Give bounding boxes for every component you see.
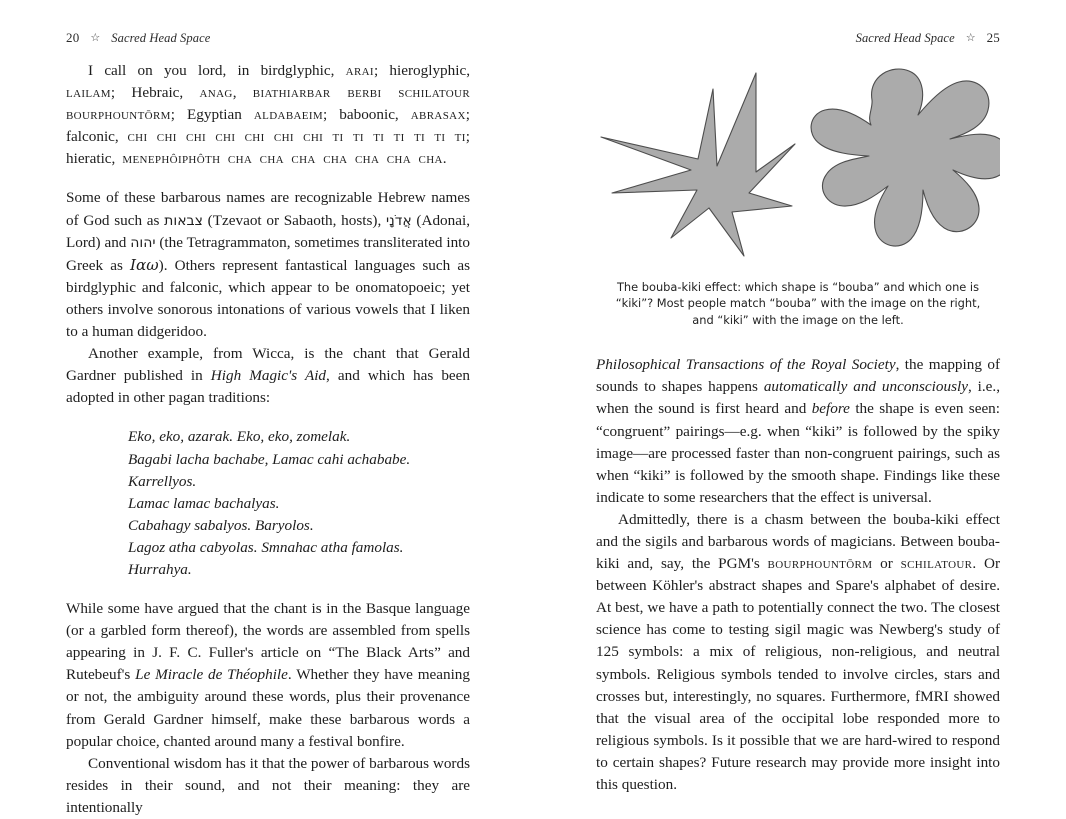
bouba-kiki-shapes-illustration bbox=[596, 60, 1000, 265]
verse-line: Cabahagy sabalyos. Baryolos. bbox=[128, 516, 314, 534]
hebrew-word-tetragrammaton: יהוה bbox=[130, 234, 156, 251]
small-caps-schilatour: schilatour bbox=[900, 555, 973, 573]
verse-line: Bagabi lacha bachabe, Lamac cahi achababe. bbox=[128, 450, 411, 468]
right-page-column bbox=[596, 60, 1000, 796]
book-title-high-magics-aid: High Magic's Aid bbox=[210, 367, 327, 385]
paragraph-invocation: I call on you lord, in birdglyphic, arai; hieroglyphic, lailam; Hebraic, anag, biathiarbar berbi schilatour bourphountōrm; Egyptian aldabaeim; baboonic, abrasax; falconic, chi chi chi chi chi chi chi ti ti ti ti ti ti ti; hieratic, menephôiphôth cha cha cha cha cha cha cha. bbox=[66, 62, 471, 168]
small-caps-biathiarbar: biathiarbar berbi schilatour bourphountōrm bbox=[66, 84, 471, 124]
verse-block-chant bbox=[66, 426, 470, 581]
small-caps-bourphountorm: bourphountōrm bbox=[767, 555, 873, 573]
running-title-left: Sacred Head Space bbox=[111, 31, 211, 45]
paragraph-gardner-chant: Another example, from Wicca, is the chant that Gerald Gardner published in High Magic's Aid, and which has been adopted in other pagan traditions: bbox=[66, 345, 470, 407]
hebrew-word-tzevaot: צבאות bbox=[164, 212, 203, 229]
page-folio-right: 25 bbox=[986, 30, 1000, 45]
rounded-blob-shape bbox=[811, 69, 1000, 246]
caption-line-1: The bouba-kiki effect: which shape is “bouba” and which one is “kiki”? bbox=[615, 280, 980, 311]
caption-line-3: image on the left. bbox=[802, 312, 904, 327]
star-ornament-icon: ☆ bbox=[965, 32, 976, 44]
verse-line: Eko, eko, azarak. Eko, eko, zomelak. bbox=[128, 428, 351, 446]
left-page-column bbox=[66, 60, 470, 819]
caption-line-2: Most people match “bouba” with the image on the right, and “kiki” with the bbox=[656, 296, 981, 327]
journal-title-philosophical-transactions: Philosophical Transactions of the Royal Society bbox=[596, 356, 896, 374]
small-caps-aldabaeim: aldabaeim bbox=[253, 106, 324, 124]
italic-automatically-unconsciously: automatically and unconsciously bbox=[763, 378, 968, 396]
verse-line: Lamac lamac bachalyas. bbox=[128, 494, 280, 512]
paragraph-hebrew-names: Some of these barbarous names are recognizable Hebrew names of God such as צבאות (Tzevaot or Sabaoth, hosts), אֲדֹנָי (Adonai, Lord) and יהוה (the Tetragrammaton, sometimes transliterated into Greek as Ιαω). Others represent fantastical languages such as birdglyphic and falconic, which appear to be onomatopoeic; yet others involve sonorous intonations of various vowels that I liken to a human didgeridoo. bbox=[66, 189, 470, 341]
small-caps-anag: anag bbox=[199, 84, 233, 102]
small-caps-arai: arai bbox=[345, 62, 374, 79]
running-head-left bbox=[66, 30, 210, 46]
verse-line: Karrellyos. bbox=[128, 472, 197, 490]
hebrew-word-adonai: אֲדֹנָי bbox=[385, 212, 412, 229]
paragraph-admittedly-chasm: Admittedly, there is a chasm between the bouba-kiki effect and the sigils and barbarous words of magicians. Between bouba-kiki and, say, the PGM's bourphountōrm or schilatour. Or between Köhler's abstract shapes and Spare's alphabet of desire. At best, we have a path to potentially connect the two. The closest science has come to testing sigil magic was Newberg's study of 125 symbols: a mix of religious, non-religious, and neutral symbols. Religious symbols tended to involve circles, stars and crosses but, interestingly, no squares. Furthermore, fMRI showed that the visual area of the occipital lobe responded more to religious symbols. Is it possible that we are hard-wired to respond to certain shapes? Future research may provide more insight into this question. bbox=[596, 510, 1001, 793]
paragraph-conventional-wisdom: Conventional wisdom has it that the power of barbarous words resides in their sound, and not their meaning: they are intentionally bbox=[66, 754, 470, 816]
running-head-right bbox=[856, 30, 1000, 46]
verse-line: Hurrahya. bbox=[128, 560, 192, 578]
paragraph-basque-origin: While some have argued that the chant is in the Basque language (or a garbled form thereof), the words are assembled from spells appearing in J. F. C. Fuller's article on “The Black Arts” and Rutebeuf's Le Miracle de Théophile. Whether they have meaning or not, the ambiguity around these words, plus their provenance from Gerald Gardner himself, make these barbarous words a popular choice, chanted around many a festival bonfire. bbox=[66, 600, 470, 750]
verse-line: Lagoz atha cabyolas. Smnahac atha famolas. bbox=[128, 538, 404, 556]
small-caps-abrasax: abrasax bbox=[410, 106, 466, 124]
italic-before: before bbox=[811, 400, 850, 418]
small-caps-chi-ti: chi chi chi chi chi chi chi ti ti ti ti ti ti ti bbox=[127, 128, 466, 146]
figure-bouba-kiki bbox=[596, 60, 1000, 328]
star-ornament-icon: ☆ bbox=[90, 32, 101, 44]
work-title-le-miracle-de-theophile: Le Miracle de Théophile bbox=[135, 666, 288, 684]
greek-word-iao: Ιαω bbox=[130, 255, 159, 274]
running-title-right: Sacred Head Space bbox=[855, 31, 955, 45]
figure-caption bbox=[596, 279, 1000, 328]
spiky-star-shape bbox=[601, 73, 795, 256]
page-folio-left: 20 bbox=[66, 30, 80, 45]
small-caps-lailam: lailam bbox=[66, 84, 111, 102]
paragraph-philosophical-transactions: Philosophical Transactions of the Royal Society, the mapping of sounds to shapes happens automatically and unconsciously, i.e., when the sound is first heard and before the shape is even seen: “congruent” pairings—e.g. when “kiki” is followed by the spiky image—are processed faster than non-congruent pairings, such as when “kiki” is followed by the smooth shape. Findings like these indicate to some researchers that the effect is universal. bbox=[596, 356, 1000, 506]
small-caps-menephoiphoth: menephôiphôth cha cha cha cha cha cha cha bbox=[122, 150, 443, 168]
